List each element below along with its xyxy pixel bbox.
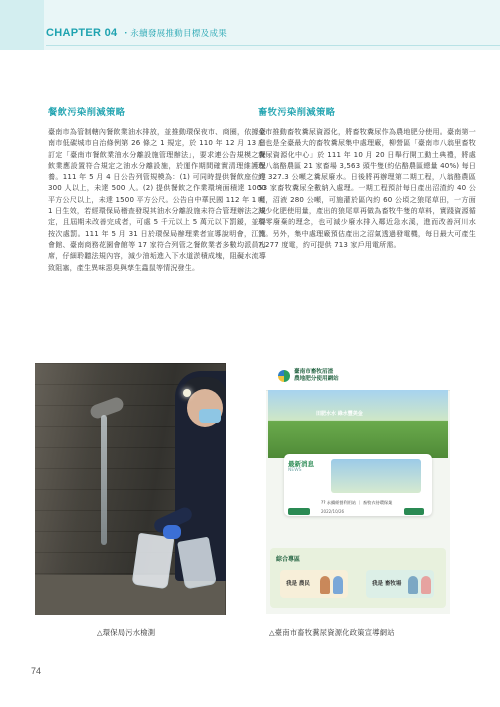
left-section-body: 臺南市為管制轄內餐飲業油水排放，並推動環保夜市、商圈，依據臺南市低碳城市自治條例第 26 條之 1 規定，於 110 年 12 月 13 日訂定「臺南市餐飲業油水分離設施管理辦法」，要求連公告規模之餐飲業應設置符合規定之油水分離設施，於運作期間確實清理維護保養。111 年 5 月 4 日公告列管規模為：(1) 可同時提供餐飲座位達 300 人以上，未達 500 人。(2) 提供餐飲之作業環境面積達 1000 平方公尺以上，未達 1500 平方公尺。公告自中華民國 112 年 1 月 1 日生效，若經環保局稽查發現其油水分離設施未符合管理辦法之規定，且屆期未改善完成者，可處 5 千元以上 5 萬元以下罰鍰，並得按次處罰。111 年 5 月 31 日於環保局辦理業者宣導說明會，江南會館、臺南商務花園會館等 17 家符合列管之餐飲業者多數均派員出席，仔細聆聽法規內容，減少油垢進入下水道淤積成塊，阻礙水流導致阻塞，產生異味惡臭與孳生蟲鼠等情況發生。 [48,127,266,272]
site-logo-icon [278,370,290,382]
left-section-title: 餐飲污染削減策略 [48,107,126,118]
chapter-heading [46,27,227,39]
site-news-image [331,459,421,493]
site-banner-tagline: 田肥水水 綠水豐美金 [316,411,363,417]
site-name [294,369,339,383]
site-more-button [404,508,424,515]
right-section-body: 全市推動畜牧糞尿資源化，將畜牧糞尿作為農地肥分使用。臺南第一座也是全臺最大的畜牧糞尿集中處理廠，柳營區「臺南市八翁里畜牧糞尿資源化中心」於 111 年 10 月 20 日舉行開工動土典禮，將處理八翁酪農區 21 家畜場 3,563 頭牛隻(約佔酪農區總量 40%) 每日約 327.3 公噸之糞尿廢水。日後將再辦理第二期工程，八翁酪農區 53 家畜牧糞尿全數納入處理。一期工程預計每日產出沼渣約 40 公噸，沼液 280 公噸，可施灌於區內約 60 公頃之狼尾草田，一方面減少化肥使用量，產出的狼尾草再做為畜牧牛隻的草料，實踐資源循環零廢棄的理念，也可減少廢水排入鄰近急水溪，進而改善河川水質。另外，集中處理廠預估產出之沼氣透過發電機，每日最大可產生 7,277 度電，約可提供 713 家戶用電所需。 [258,127,476,249]
site-news-en: NEWS [288,468,302,473]
rancher-figure-icon [408,576,418,594]
livestock-website-screenshot [266,362,450,614]
site-area-title: 綜合專區 [276,556,301,563]
chapter-number: CHAPTER 04 [46,27,118,39]
site-name-line2: 農地肥分使用網站 [294,376,339,382]
header-accent-block [0,0,44,50]
site-card-farmer [280,570,348,598]
left-column [48,104,266,273]
photo-glove [163,525,181,539]
header-band [0,0,500,50]
photo-caption-left: △環保局污水檢測 [97,628,156,637]
site-card-livestock-label: 我是 畜牧場 [372,581,402,587]
right-section-title: 畜牧污染削減策略 [258,107,336,118]
right-column [258,104,476,250]
photo-headlamp [183,389,191,397]
photo-beaker [132,533,175,590]
site-banner-image [268,390,448,458]
site-news-date: 2022/10/26 [321,509,345,514]
site-news-item: ?? 永續經營利用站 ｜ 畜牧衣待環保業 [321,500,393,505]
photo-water-stream [101,415,107,545]
wastewater-inspection-photo [35,363,226,615]
site-news-title: 最新消息 [288,460,314,468]
site-name-line1: 臺南市畜牧沼渣 [294,369,334,375]
photo-mask [199,409,221,423]
page-number: 74 [31,666,42,676]
photo-caption-right: △臺南市畜牧糞尿資源化政策宣導網站 [269,628,395,637]
header-divider [46,45,500,46]
site-more-button [288,508,310,515]
rancher-figure-icon [421,576,431,594]
site-card-livestock [366,570,434,598]
farmer-figure-icon [320,576,330,594]
farmer-figure-icon [333,576,343,594]
chapter-subtitle: ・永續發展推動目標及成果 [121,28,228,38]
site-card-farmer-label: 我是 農民 [286,581,310,587]
